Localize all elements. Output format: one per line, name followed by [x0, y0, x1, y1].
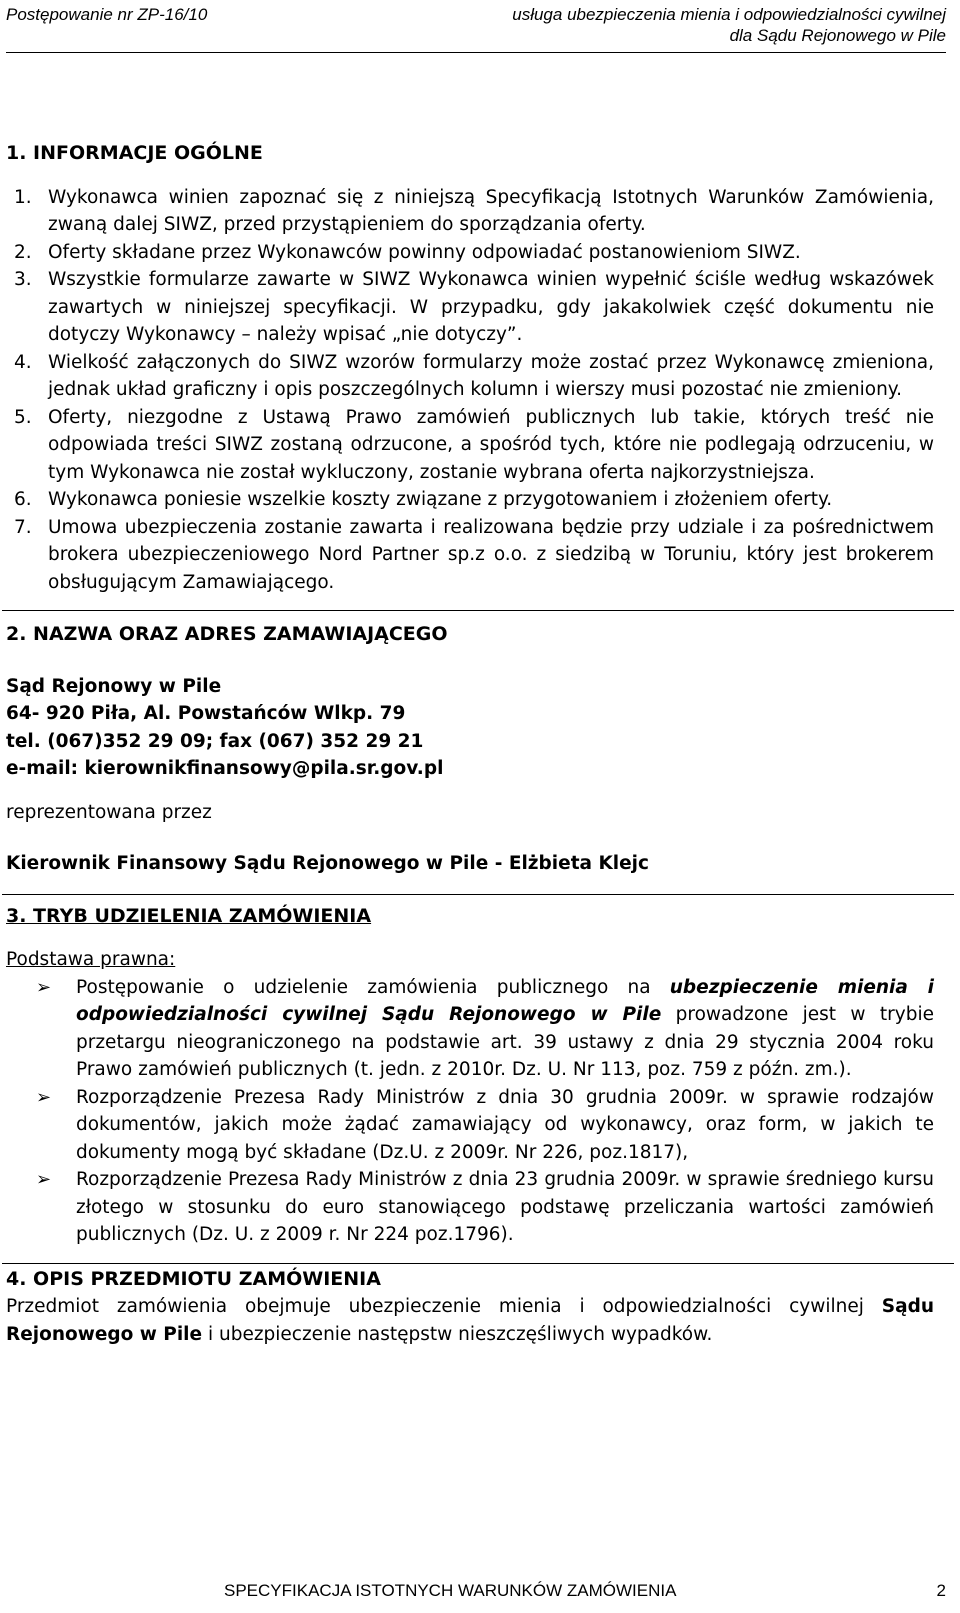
header-rule [6, 52, 946, 53]
procedure-number: Postępowanie nr ZP-16/10 [6, 5, 208, 24]
header-subject [512, 4, 946, 46]
section4-title: 4. OPIS PRZEDMIOTU ZAMÓWIENIA [6, 1267, 381, 1290]
section1-title: 1. INFORMACJE OGÓLNE [6, 142, 263, 164]
list-item: 3. Wszystkie formularze zawarte w SIWZ Wykonawca winien wypełnić ściśle według wskazówek zawartych w niniejszej specyfikacji. W przypadku, gdy jakakolwiek część dokumentu nie dotyczy Wykonawcy – należy wpisać „nie dotyczy”. [14, 269, 934, 345]
procurement-description: Przedmiot zamówienia obejmuje ubezpieczenie mienia i odpowiedzialności cywilnej Sądu Rejonowego w Pile i ubezpieczenie następstw nieszczęśliwych wypadków. [6, 1296, 934, 1345]
contracting-authority-email: e-mail: kierownikfinansowy@pila.sr.gov.pl [6, 758, 444, 779]
list-item: 2. Oferty składane przez Wykonawców powinny odpowiadać postanowieniom SIWZ. [14, 241, 801, 263]
arrow-bullet-icon: ➢ [36, 1086, 52, 1108]
arrow-bullet-icon: ➢ [36, 976, 52, 998]
representative: Kierownik Finansowy Sądu Rejonowego w Pile - Elżbieta Klejc [6, 853, 649, 874]
legal-basis-list [6, 974, 934, 1249]
list-item: ➢ Rozporządzenie Prezesa Rady Ministrów z dnia 23 grudnia 2009r. w sprawie średniego kursu złotego w stosunku do euro stanowiącego podstawę przeliczania wartości zamówień publicznych (Dz. U. z 2009 r. Nr 224 poz.1796). [6, 1166, 934, 1249]
list-item: 4. Wielkość załączonych do SIWZ wzorów formularzy może zostać przez Wykonawcę zmieniona, jednak układ graficzny i opis poszczególnych kolumn i wierszy musi pozostać nie zmieniony. [14, 351, 934, 400]
list-item: 5. Oferty, niezgodne z Ustawą Prawo zamówień publicznych lub takie, których treść nie odpowiada treści SIWZ zostaną odrzucone, a spośród tych, które nie podlegają odrzuceniu, w tym Wykonawca nie został wykluczony, zostanie wybrana oferta najkorzystniejsza. [14, 406, 934, 483]
header-subject-line1: usługa ubezpieczenia mienia i odpowiedzialności cywilnej [512, 5, 946, 24]
page-number: 2 [936, 1581, 946, 1600]
list-item: 7. Umowa ubezpieczenia zostanie zawarta i realizowana będzie przy udziale i za pośrednictwem brokera ubezpieczeniowego Nord Partner sp.z o.o. z siedzibą w Toruniu, który jest brokerem obsługującym Zamawiającego. [14, 516, 934, 593]
general-info-list [6, 184, 934, 597]
section3-title: 3. TRYB UDZIELENIA ZAMÓWIENIA [6, 904, 372, 927]
header-subject-line2: dla Sądu Rejonowego w Pile [729, 26, 946, 45]
contracting-authority-address: 64- 920 Piła, Al. Powstańców Wlkp. 79 [6, 703, 406, 724]
section2-title: 2. NAZWA ORAZ ADRES ZAMAWIAJĄCEGO [6, 623, 448, 645]
contracting-authority-phone: tel. (067)352 29 09; fax (067) 352 29 21 [6, 730, 424, 752]
represented-by-label: reprezentowana przez [6, 801, 212, 823]
arrow-bullet-icon: ➢ [36, 1169, 52, 1190]
list-item: ➢ Postępowanie o udzielenie zamówienia publicznego na ubezpieczenie mienia i odpowiedzialności cywilnej Sądu Rejonowego w Pile prowadzone jest w trybie przetargu nieograniczonego na podstawie art. 39 ustawy z dnia 29 stycznia 2004 roku Prawo zamówień publicznych (t. jedn. z 2010r. Dz. U. Nr 113, poz. 759 z późn. zm.). [6, 974, 934, 1084]
document-body [6, 140, 934, 1348]
list-item: 6. Wykonawca poniesie wszelkie koszty związane z przygotowaniem i złożeniem oferty. [14, 489, 833, 510]
list-item: 1. Wykonawca winien zapoznać się z niniejszą Specyfikacją Istotnych Warunków Zamówienia, zwaną dalej SIWZ, przed przystąpieniem do sporządzania oferty. [14, 186, 934, 235]
list-item: ➢ Rozporządzenie Prezesa Rady Ministrów z dnia 30 grudnia 2009r. w sprawie rodzajów dokumentów, jakich może żądać zamawiający od wykonawcy, oraz form, w jakich te dokumenty mogą być składane (Dz.U. z 2009r. Nr 226, poz.1817), [6, 1084, 934, 1167]
procurement-subject: ubezpieczenie mienia i odpowiedzialności cywilnej Sądu Rejonowego w Pile [76, 976, 934, 1025]
contracting-authority-name: Sąd Rejonowy w Pile [6, 675, 222, 697]
footer-title: SPECYFIKACJA ISTOTNYCH WARUNKÓW ZAMÓWIENIA [224, 1581, 677, 1600]
legal-basis-label: Podstawa prawna: [6, 949, 176, 970]
